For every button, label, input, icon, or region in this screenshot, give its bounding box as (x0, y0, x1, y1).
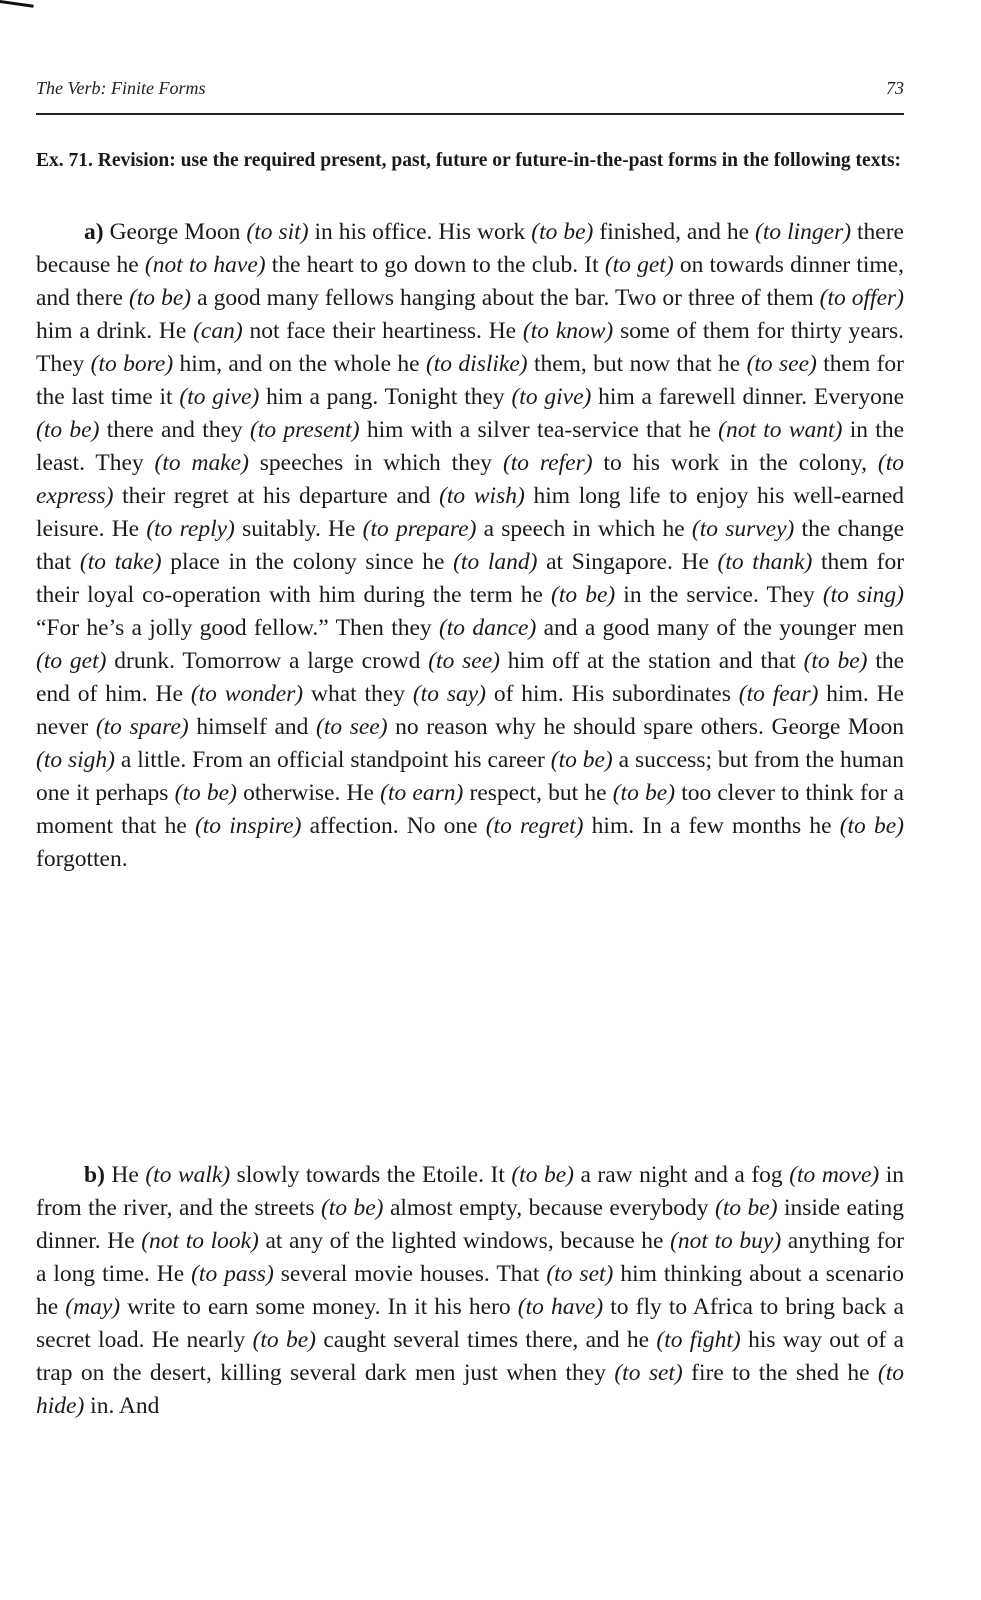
text-run: caught several times there, and he (316, 1327, 657, 1353)
text-run: him with a silver tea-service that he (359, 417, 719, 443)
verb-prompt: (to be) (511, 1162, 574, 1188)
text-run: him, and on the whole he (173, 351, 426, 377)
text-run: several movie houses. That (273, 1261, 547, 1287)
verb-prompt: (to earn) (380, 780, 464, 806)
exercise-instruction: Revision: use the required present, past, future or future-in-the-past forms in the following texts: (97, 150, 902, 171)
verb-prompt: (to dislike) (425, 351, 528, 377)
exercise-number: Ex. 71. (36, 150, 93, 171)
text-run: in his office. His work (308, 219, 532, 245)
verb-prompt: (to refer) (502, 450, 593, 476)
verb-prompt: (to survey) (691, 516, 795, 542)
text-run: him a pang. Tonight they (259, 384, 512, 410)
text-run: He (111, 1162, 146, 1188)
section-body (36, 1162, 904, 1419)
verb-prompt: (to be) (551, 582, 616, 608)
text-run: him a drink. He (36, 318, 194, 344)
text-run: a good many fellows hanging about the bar. Two or three of them (191, 285, 820, 311)
verb-prompt: (may) (65, 1294, 121, 1320)
verb-prompt: (not to look) (141, 1228, 259, 1254)
text-run: affection. No one (301, 813, 486, 839)
verb-prompt: (to bore) (90, 351, 174, 377)
text-run: him off at the station and that (499, 648, 804, 674)
verb-prompt: (to offer) (819, 285, 904, 311)
verb-prompt: (to sigh) (36, 747, 116, 773)
verb-prompt: (to be) (803, 648, 868, 674)
verb-prompt: (to be) (36, 417, 100, 443)
text-run: a raw night and a fog (573, 1162, 790, 1188)
text-run: of him. His subordinates (485, 681, 739, 707)
verb-prompt: (to thank) (717, 549, 813, 575)
verb-prompt: (to be) (128, 285, 192, 311)
text-run: the end of him. He (36, 648, 905, 707)
text-run: a success; but from the human one it perhaps (36, 747, 904, 806)
text-run: almost empty, because everybody (383, 1195, 715, 1221)
verb-prompt: (to be) (550, 747, 613, 773)
verb-prompt: (to be) (252, 1327, 317, 1353)
verb-prompt: (to be) (531, 219, 594, 245)
text-run: the heart to go down to the club. It (265, 252, 605, 278)
text-run: on towards dinner time, and there (36, 252, 904, 311)
text-run: there because he (36, 219, 904, 278)
text-run: the change that (36, 516, 905, 575)
verb-prompt: (to move) (789, 1162, 880, 1188)
text-run: him a farewell dinner. Everyone (591, 384, 905, 410)
verb-prompt: (to be) (839, 813, 904, 839)
verb-prompt: (to be) (715, 1195, 778, 1221)
text-run: in. And (84, 1393, 160, 1419)
text-run: no reason why he should spare others. George Moon (387, 714, 905, 740)
verb-prompt: (to inspire) (194, 813, 302, 839)
verb-prompt: (to have) (517, 1294, 604, 1320)
text-run: to his work in the colony, (592, 450, 878, 476)
verb-prompt: (to spare) (95, 714, 189, 740)
text-run: drunk. Tomorrow a large crowd (106, 648, 429, 674)
text-run: fire to the shed he (682, 1360, 878, 1386)
text-run: speeches in which they (248, 450, 503, 476)
text-run: inside eating dinner. He (36, 1195, 904, 1254)
text-run: what they (303, 681, 413, 707)
text-section-a (36, 216, 904, 876)
exercise-heading (36, 148, 904, 174)
text-run: “For he’s a jolly good fellow.” Then they (36, 615, 439, 641)
text-run: to fly to Africa to bring back a secret load. He nearly (36, 1294, 904, 1353)
text-run: them for the last time it (36, 351, 904, 410)
text-run: in from the river, and the streets (36, 1162, 905, 1221)
verb-prompt: (to see) (428, 648, 500, 674)
verb-prompt: (to say) (412, 681, 486, 707)
verb-prompt: (to take) (79, 549, 162, 575)
text-section-b (36, 1159, 904, 1423)
text-run: suitably. He (234, 516, 363, 542)
text-run: a little. From an official standpoint his career (115, 747, 551, 773)
verb-prompt: (not to buy) (670, 1228, 782, 1254)
verb-prompt: (to sing) (822, 582, 904, 608)
running-title: The Verb: Finite Forms (36, 78, 206, 98)
text-run: him thinking about a scenario he (36, 1261, 904, 1320)
page-number: 73 (886, 78, 904, 98)
text-run: there and they (99, 417, 250, 443)
verb-prompt: (to wonder) (190, 681, 304, 707)
text-run: some of them for thirty years. They (36, 318, 904, 377)
text-run: him long life to enjoy his well-earned leisure. He (36, 483, 905, 542)
text-run: too clever to think for a moment that he (36, 780, 904, 839)
text-run: finished, and he (593, 219, 755, 245)
text-run: them for their loyal co-operation with him during the term he (36, 549, 905, 608)
verb-prompt: (to pass) (191, 1261, 274, 1287)
verb-prompt: (to be) (174, 780, 237, 806)
text-run: them, but now that he (527, 351, 747, 377)
verb-prompt: (not to have) (144, 252, 266, 278)
verb-prompt: (to prepare) (362, 516, 477, 542)
text-run: himself and (188, 714, 316, 740)
verb-prompt: (to express) (36, 450, 905, 509)
verb-prompt: (to set) (614, 1360, 683, 1386)
text-run: place in the colony since he (161, 549, 454, 575)
verb-prompt: (to hide) (36, 1360, 905, 1419)
text-run: otherwise. He (236, 780, 381, 806)
corner-scan-mark (0, 0, 34, 8)
verb-prompt: (to land) (453, 549, 538, 575)
verb-prompt: (to see) (316, 714, 388, 740)
text-run: respect, but he (463, 780, 613, 806)
verb-prompt: (to sit) (246, 219, 309, 245)
verb-prompt: (to get) (604, 252, 674, 278)
text-run: their regret at his departure and (113, 483, 440, 509)
verb-prompt: (to make) (154, 450, 249, 476)
verb-prompt: (to fight) (656, 1327, 741, 1353)
verb-prompt: (to wish) (439, 483, 525, 509)
verb-prompt: (to linger) (755, 219, 852, 245)
verb-prompt: (to know) (522, 318, 614, 344)
verb-prompt: (can) (193, 318, 243, 344)
text-run: him. He never (36, 681, 904, 740)
text-run: anything for a long time. He (36, 1228, 905, 1287)
text-run: in the least. They (36, 417, 904, 476)
text-run: his way out of a trap on the desert, killing several dark men just when they (36, 1327, 904, 1386)
text-run: him. In a few months he (583, 813, 840, 839)
text-run: and a good many of the younger men (536, 615, 904, 641)
section-marker: b) (84, 1162, 105, 1188)
verb-prompt: (to walk) (145, 1162, 231, 1188)
text-run: George Moon (109, 219, 247, 245)
section-body (36, 219, 904, 872)
verb-prompt: (to give) (511, 384, 592, 410)
verb-prompt: (to be) (612, 780, 676, 806)
verb-prompt: (to regret) (485, 813, 584, 839)
verb-prompt: (not to want) (718, 417, 843, 443)
verb-prompt: (to reply) (146, 516, 235, 542)
verb-prompt: (to dance) (438, 615, 537, 641)
verb-prompt: (to fear) (738, 681, 819, 707)
text-run: at Singapore. He (537, 549, 718, 575)
text-run: write to earn some money. In it his hero (120, 1294, 518, 1320)
verb-prompt: (to present) (250, 417, 360, 443)
text-run: forgotten. (36, 846, 128, 872)
verb-prompt: (to set) (546, 1261, 614, 1287)
header-rule (36, 113, 904, 115)
text-run: not face their heartiness. He (242, 318, 523, 344)
verb-prompt: (to get) (36, 648, 107, 674)
verb-prompt: (to be) (320, 1195, 384, 1221)
text-run: a speech in which he (476, 516, 692, 542)
section-marker: a) (84, 219, 104, 245)
verb-prompt: (to see) (746, 351, 817, 377)
text-run: in the service. They (615, 582, 823, 608)
verb-prompt: (to give) (179, 384, 260, 410)
text-run: slowly towards the Etoile. It (230, 1162, 512, 1188)
text-run: at any of the lighted windows, because he (258, 1228, 671, 1254)
